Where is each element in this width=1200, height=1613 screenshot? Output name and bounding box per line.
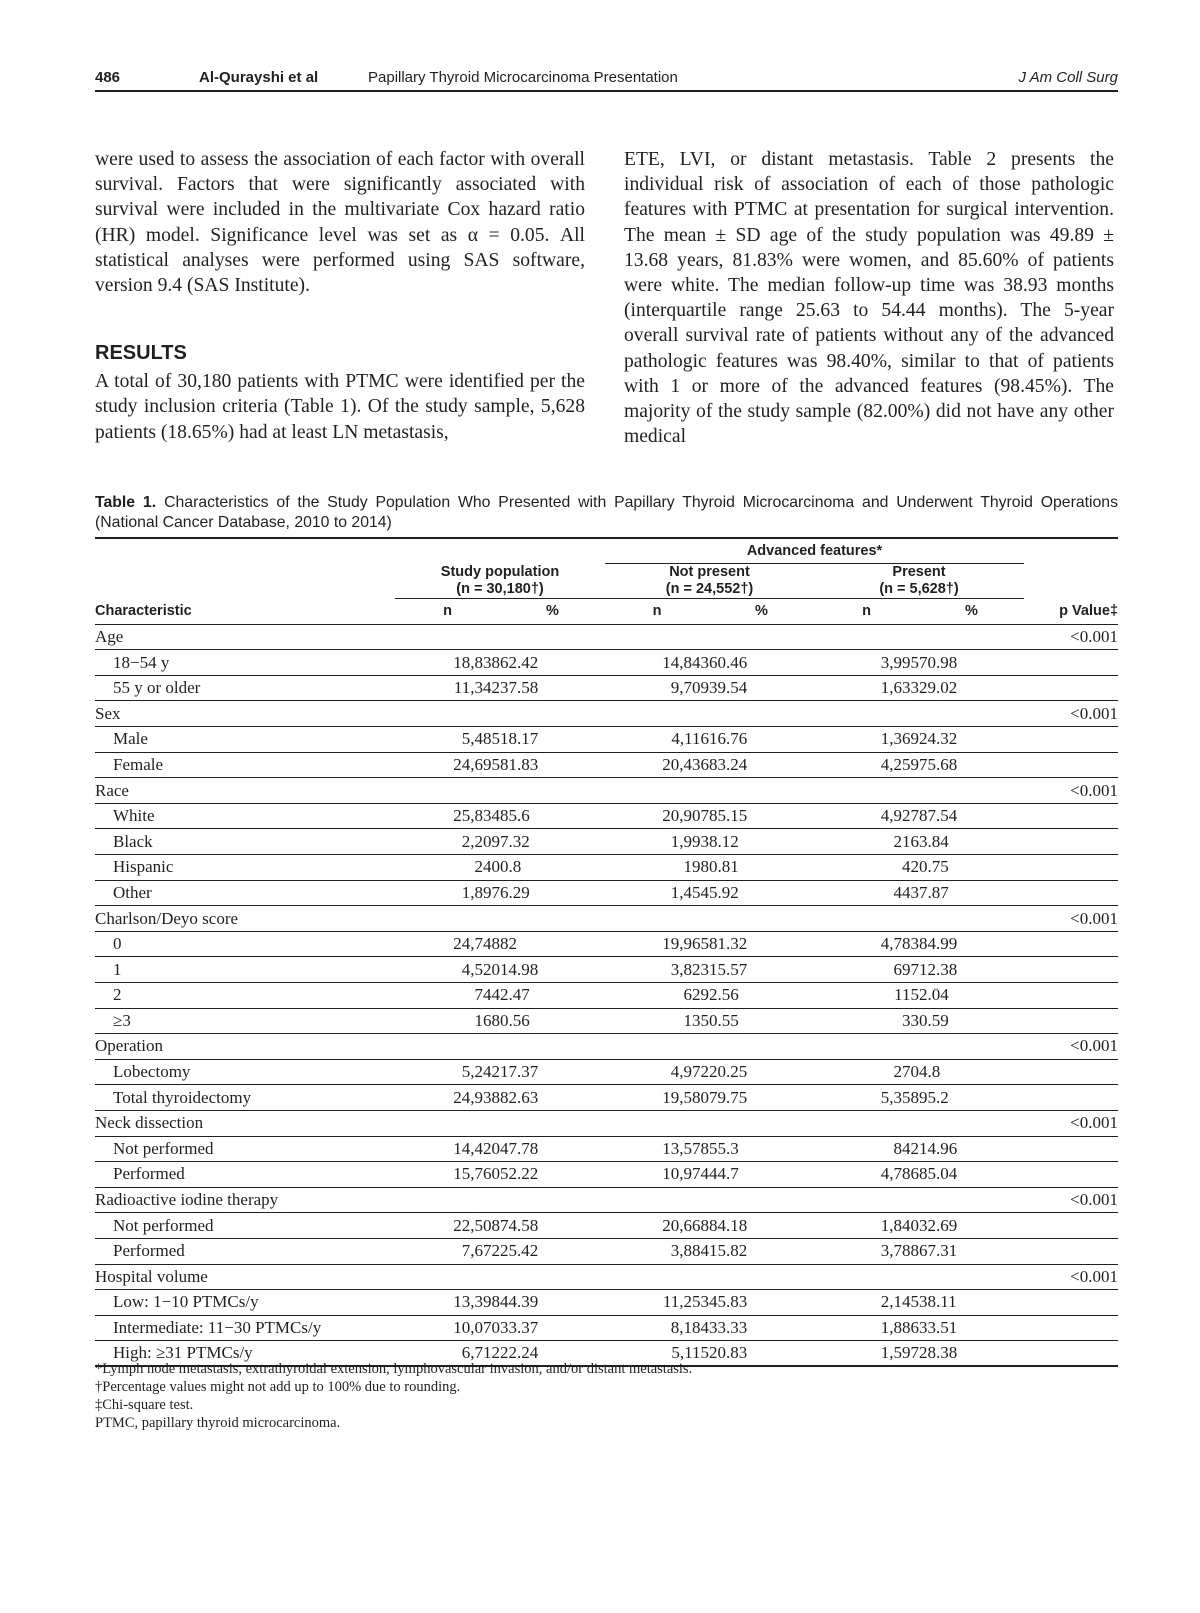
count-cell: 5,358	[814, 1085, 919, 1111]
count-cell: 443	[814, 880, 919, 906]
count-cell: 3,788	[814, 1238, 919, 1264]
percent-cell: 84.18	[709, 1213, 814, 1239]
present-header	[814, 564, 1024, 599]
percent-cell: 25.42	[500, 1238, 605, 1264]
not-present-header	[605, 564, 814, 599]
not-present-title: Not present	[669, 564, 750, 581]
percent-cell: 0.56	[500, 1008, 605, 1034]
count-cell: 3,995	[814, 650, 919, 676]
running-title: Papillary Thyroid Microcarcinoma Presentation	[368, 69, 678, 86]
count-cell: 5,242	[395, 1059, 500, 1085]
pct-column-header: %	[709, 599, 814, 625]
percent-cell: 37.58	[500, 675, 605, 701]
count-cell: 1,840	[814, 1213, 919, 1239]
count-cell: 629	[605, 983, 709, 1009]
footnote: ‡Chi-square test.	[95, 1397, 194, 1413]
percent-cell: 82.63	[500, 1085, 605, 1111]
characteristic-column-header: Characteristic	[95, 599, 395, 625]
count-cell: 20,436	[605, 752, 709, 778]
percent-cell: 0.81	[709, 855, 814, 881]
count-cell: 14,420	[395, 1136, 500, 1162]
row-label: Not performed	[95, 1213, 395, 1239]
count-cell: 115	[814, 983, 919, 1009]
count-cell: 198	[605, 855, 709, 881]
p-value: <0.001	[1024, 1264, 1118, 1290]
percent-cell: 95.2	[919, 1085, 1024, 1111]
p-value: <0.001	[1024, 1034, 1118, 1060]
table-row	[95, 1008, 1118, 1034]
p-value: <0.001	[1024, 778, 1118, 804]
percent-cell: 0.59	[919, 1008, 1024, 1034]
percent-cell: 2.56	[709, 983, 814, 1009]
percent-cell: 14.96	[919, 1136, 1024, 1162]
p-value: <0.001	[1024, 701, 1118, 727]
percent-cell: 44.39	[500, 1290, 605, 1316]
pct-column-header: %	[919, 599, 1024, 625]
row-label: 55 y or older	[95, 675, 395, 701]
count-cell: 842	[814, 1136, 919, 1162]
p-value: <0.001	[1024, 624, 1118, 650]
p-value: <0.001	[1024, 1110, 1118, 1136]
p-value: <0.001	[1024, 906, 1118, 932]
count-cell: 697	[814, 957, 919, 983]
category-row	[95, 1187, 1118, 1213]
percent-cell: 0.8	[500, 855, 605, 881]
percent-cell: 28.38	[919, 1341, 1024, 1367]
count-cell: 1,633	[814, 675, 919, 701]
count-cell: 18,838	[395, 650, 500, 676]
count-cell: 1,597	[814, 1341, 919, 1367]
count-cell: 3,823	[605, 957, 709, 983]
percent-cell: 87.54	[919, 803, 1024, 829]
table-row	[95, 1085, 1118, 1111]
present-n: (n = 5,628†)	[879, 581, 959, 598]
row-label: Low: 1−10 PTMCs/y	[95, 1290, 395, 1316]
table-row	[95, 650, 1118, 676]
count-cell: 22,508	[395, 1213, 500, 1239]
row-label: Performed	[95, 1162, 395, 1188]
category-row	[95, 701, 1118, 727]
percent-cell: 15.57	[709, 957, 814, 983]
count-cell: 42	[814, 855, 919, 881]
percent-cell: 47.78	[500, 1136, 605, 1162]
percent-cell: 20.83	[709, 1341, 814, 1367]
table-row	[95, 1315, 1118, 1341]
count-cell: 10,974	[605, 1162, 709, 1188]
percent-cell: 62.42	[500, 650, 605, 676]
count-cell: 24,695	[395, 752, 500, 778]
count-cell: 13,398	[395, 1290, 500, 1316]
count-cell: 4,783	[814, 931, 919, 957]
methods-paragraph: were used to assess the association of each factor with overall survival. Factors that were significantly associated with survival were included in the multivariate Cox hazard ratio (HR) model. Significance level was set as α = 0.05. All statistical analyses were performed using SAS software, version 9.4 (SAS Institute).	[95, 149, 585, 297]
row-label: 18−54 y	[95, 650, 395, 676]
count-cell: 20,668	[605, 1213, 709, 1239]
count-cell: 19,965	[605, 931, 709, 957]
category-label: Race	[95, 778, 395, 804]
percent-cell: 22.24	[500, 1341, 605, 1367]
row-label: 0	[95, 931, 395, 957]
percent-cell: 0.55	[709, 1008, 814, 1034]
percent-cell: 44.7	[709, 1162, 814, 1188]
running-authors: Al-Qurayshi et al	[199, 69, 319, 86]
percent-cell: 82	[500, 931, 605, 957]
percent-cell: 85.04	[919, 1162, 1024, 1188]
count-cell: 5,115	[605, 1341, 709, 1367]
percent-cell: 52.22	[500, 1162, 605, 1188]
row-label: Total thyroidectomy	[95, 1085, 395, 1111]
category-row	[95, 624, 1118, 650]
p-value-column-header: p Value‡	[1024, 599, 1118, 625]
row-label: High: ≥31 PTMCs/y	[95, 1341, 395, 1367]
percent-cell: 5.92	[709, 880, 814, 906]
table-row	[95, 829, 1118, 855]
present-title: Present	[892, 564, 946, 581]
percent-cell: 84.99	[919, 931, 1024, 957]
percent-cell: 18.17	[500, 727, 605, 753]
count-cell: 216	[814, 829, 919, 855]
table-body	[95, 624, 1118, 1366]
percent-cell: 15.82	[709, 1238, 814, 1264]
table-row	[95, 880, 1118, 906]
row-label: ≥3	[95, 1008, 395, 1034]
percent-cell: 39.54	[709, 675, 814, 701]
percent-cell: 33.51	[919, 1315, 1024, 1341]
count-cell: 33	[814, 1008, 919, 1034]
count-cell: 25,834	[395, 803, 500, 829]
count-cell: 4,259	[814, 752, 919, 778]
percent-cell: 45.83	[709, 1290, 814, 1316]
row-label: 1	[95, 957, 395, 983]
count-cell: 5,485	[395, 727, 500, 753]
count-cell: 11,253	[605, 1290, 709, 1316]
row-label: Hispanic	[95, 855, 395, 881]
count-cell: 4,927	[814, 803, 919, 829]
category-label: Radioactive iodine therapy	[95, 1187, 395, 1213]
percent-cell: 7.87	[919, 880, 1024, 906]
percent-cell: 3.84	[919, 829, 1024, 855]
p-value: <0.001	[1024, 1187, 1118, 1213]
n-column-header: n	[605, 599, 709, 625]
percent-cell: 6.29	[500, 880, 605, 906]
row-label: Not performed	[95, 1136, 395, 1162]
count-cell: 4,786	[814, 1162, 919, 1188]
row-label: Male	[95, 727, 395, 753]
results-paragraph-continued: ETE, LVI, or distant metastasis. Table 2 presents the individual risk of association of each of those pathologic features with PTMC at presentation for surgical intervention. The mean ± SD age of the study population was 49.89 ± 13.68 years, 81.83% were women, and 85.60% of patients were white. The median follow-up time was 38.93 months (interquartile range 25.63 to 54.44 months). The 5-year overall survival rate of patients without any of the advanced pathologic features was 98.40%, similar to that of patients with 1 or more of the advanced features (98.45%). The majority of the study sample (82.00%) did not have any other medical	[624, 149, 1114, 448]
category-label: Neck dissection	[95, 1110, 395, 1136]
results-paragraph: A total of 30,180 patients with PTMC were identified per the study inclusion criteria (Table 1). Of the study sample, 5,628 patients (18.65%) had at least LN metastasis,	[95, 371, 585, 443]
percent-cell: 70.98	[919, 650, 1024, 676]
footnote: PTMC, papillary thyroid microcarcinoma.	[95, 1415, 341, 1431]
table-row	[95, 752, 1118, 778]
count-cell: 11,342	[395, 675, 500, 701]
category-label: Sex	[95, 701, 395, 727]
results-heading: RESULTS	[95, 342, 187, 365]
category-label: Charlson/Deyo score	[95, 906, 395, 932]
left-text-column	[95, 147, 585, 445]
count-cell: 4,116	[605, 727, 709, 753]
study-population-header	[395, 564, 605, 599]
count-cell: 7,672	[395, 1238, 500, 1264]
percent-cell: 14.98	[500, 957, 605, 983]
count-cell: 8,184	[605, 1315, 709, 1341]
percent-cell: 60.46	[709, 650, 814, 676]
study-population-title: Study population	[440, 563, 560, 580]
table-row	[95, 675, 1118, 701]
percent-cell: 33.33	[709, 1315, 814, 1341]
count-cell: 1,369	[814, 727, 919, 753]
count-cell: 2,145	[814, 1290, 919, 1316]
right-text-column	[624, 147, 1114, 449]
footnote: †Percentage values might not add up to 100% due to rounding.	[95, 1379, 461, 1395]
percent-cell: 29.02	[919, 675, 1024, 701]
category-row	[95, 1264, 1118, 1290]
percent-cell: 24.32	[919, 727, 1024, 753]
row-label: Performed	[95, 1238, 395, 1264]
percent-cell: 32.69	[919, 1213, 1024, 1239]
table-row	[95, 1059, 1118, 1085]
table-footnotes	[95, 1360, 1118, 1432]
count-cell: 24,938	[395, 1085, 500, 1111]
table-row	[95, 1213, 1118, 1239]
count-cell: 135	[605, 1008, 709, 1034]
percent-cell: 17.37	[500, 1059, 605, 1085]
page-number: 486	[95, 69, 121, 86]
percent-cell: 38.11	[919, 1290, 1024, 1316]
row-label: 2	[95, 983, 395, 1009]
count-cell: 270	[814, 1059, 919, 1085]
percent-cell: 33.37	[500, 1315, 605, 1341]
count-cell: 4,972	[605, 1059, 709, 1085]
pct-column-header: %	[500, 599, 605, 625]
percent-cell: 2.04	[919, 983, 1024, 1009]
percent-cell: 67.31	[919, 1238, 1024, 1264]
percent-cell: 85.6	[500, 803, 605, 829]
table-caption	[95, 493, 1118, 533]
category-row	[95, 906, 1118, 932]
not-present-n: (n = 24,552†)	[665, 581, 754, 598]
advanced-features-header: Advanced features*	[605, 538, 1024, 564]
percent-cell: 85.15	[709, 803, 814, 829]
table-row	[95, 983, 1118, 1009]
count-cell: 9,709	[605, 675, 709, 701]
table-row	[95, 931, 1118, 957]
percent-cell: 81.83	[500, 752, 605, 778]
count-cell: 20,907	[605, 803, 709, 829]
n-column-header: n	[814, 599, 919, 625]
n-column-header: n	[395, 599, 500, 625]
percent-cell: 2.47	[500, 983, 605, 1009]
category-row	[95, 778, 1118, 804]
percent-cell: 75.68	[919, 752, 1024, 778]
count-cell: 15,760	[395, 1162, 500, 1188]
row-label: Black	[95, 829, 395, 855]
running-header	[95, 66, 1118, 92]
percent-cell: 20.25	[709, 1059, 814, 1085]
count-cell: 1,993	[605, 829, 709, 855]
category-label: Age	[95, 624, 395, 650]
footnote: *Lymph node metastasis, extrathyroidal extension, lymphovascular invasion, and/or distant metastasis.	[95, 1361, 693, 1377]
count-cell: 4,520	[395, 957, 500, 983]
percent-cell: 83.24	[709, 752, 814, 778]
percent-cell: 55.3	[709, 1136, 814, 1162]
count-cell: 168	[395, 1008, 500, 1034]
count-cell: 3,884	[605, 1238, 709, 1264]
table-row	[95, 1162, 1118, 1188]
count-cell: 14,843	[605, 650, 709, 676]
percent-cell: 8.12	[709, 829, 814, 855]
table-row	[95, 1290, 1118, 1316]
category-row	[95, 1110, 1118, 1136]
table-caption-text: Characteristics of the Study Population Who Presented with Papillary Thyroid Microcarcinoma and Underwent Thyroid Operations (National Cancer Database, 2010 to 2014)	[95, 494, 1118, 531]
count-cell: 10,070	[395, 1315, 500, 1341]
count-cell: 1,897	[395, 880, 500, 906]
count-cell: 744	[395, 983, 500, 1009]
table-row	[95, 1136, 1118, 1162]
count-cell: 24,748	[395, 931, 500, 957]
table-label: Table 1.	[95, 494, 157, 511]
percent-cell: 7.32	[500, 829, 605, 855]
row-label: Intermediate: 11−30 PTMCs/y	[95, 1315, 395, 1341]
table-row	[95, 727, 1118, 753]
study-population-n: (n = 30,180†)	[456, 580, 544, 597]
table-row	[95, 957, 1118, 983]
table-row	[95, 803, 1118, 829]
category-row	[95, 1034, 1118, 1060]
percent-cell: 12.38	[919, 957, 1024, 983]
count-cell: 6,712	[395, 1341, 500, 1367]
row-label: Female	[95, 752, 395, 778]
count-cell: 1,886	[814, 1315, 919, 1341]
count-cell: 2,209	[395, 829, 500, 855]
row-label: Other	[95, 880, 395, 906]
category-label: Operation	[95, 1034, 395, 1060]
table-row	[95, 855, 1118, 881]
row-label: Lobectomy	[95, 1059, 395, 1085]
count-cell: 1,454	[605, 880, 709, 906]
count-cell: 13,578	[605, 1136, 709, 1162]
category-label: Hospital volume	[95, 1264, 395, 1290]
row-label: White	[95, 803, 395, 829]
percent-cell: 74.58	[500, 1213, 605, 1239]
journal-name: J Am Coll Surg	[1018, 69, 1118, 86]
characteristics-table	[95, 537, 1118, 1367]
count-cell: 240	[395, 855, 500, 881]
percent-cell: 81.32	[709, 931, 814, 957]
percent-cell: 0.75	[919, 855, 1024, 881]
count-cell: 19,580	[605, 1085, 709, 1111]
percent-cell: 79.75	[709, 1085, 814, 1111]
percent-cell: 4.8	[919, 1059, 1024, 1085]
percent-cell: 16.76	[709, 727, 814, 753]
table-row	[95, 1238, 1118, 1264]
